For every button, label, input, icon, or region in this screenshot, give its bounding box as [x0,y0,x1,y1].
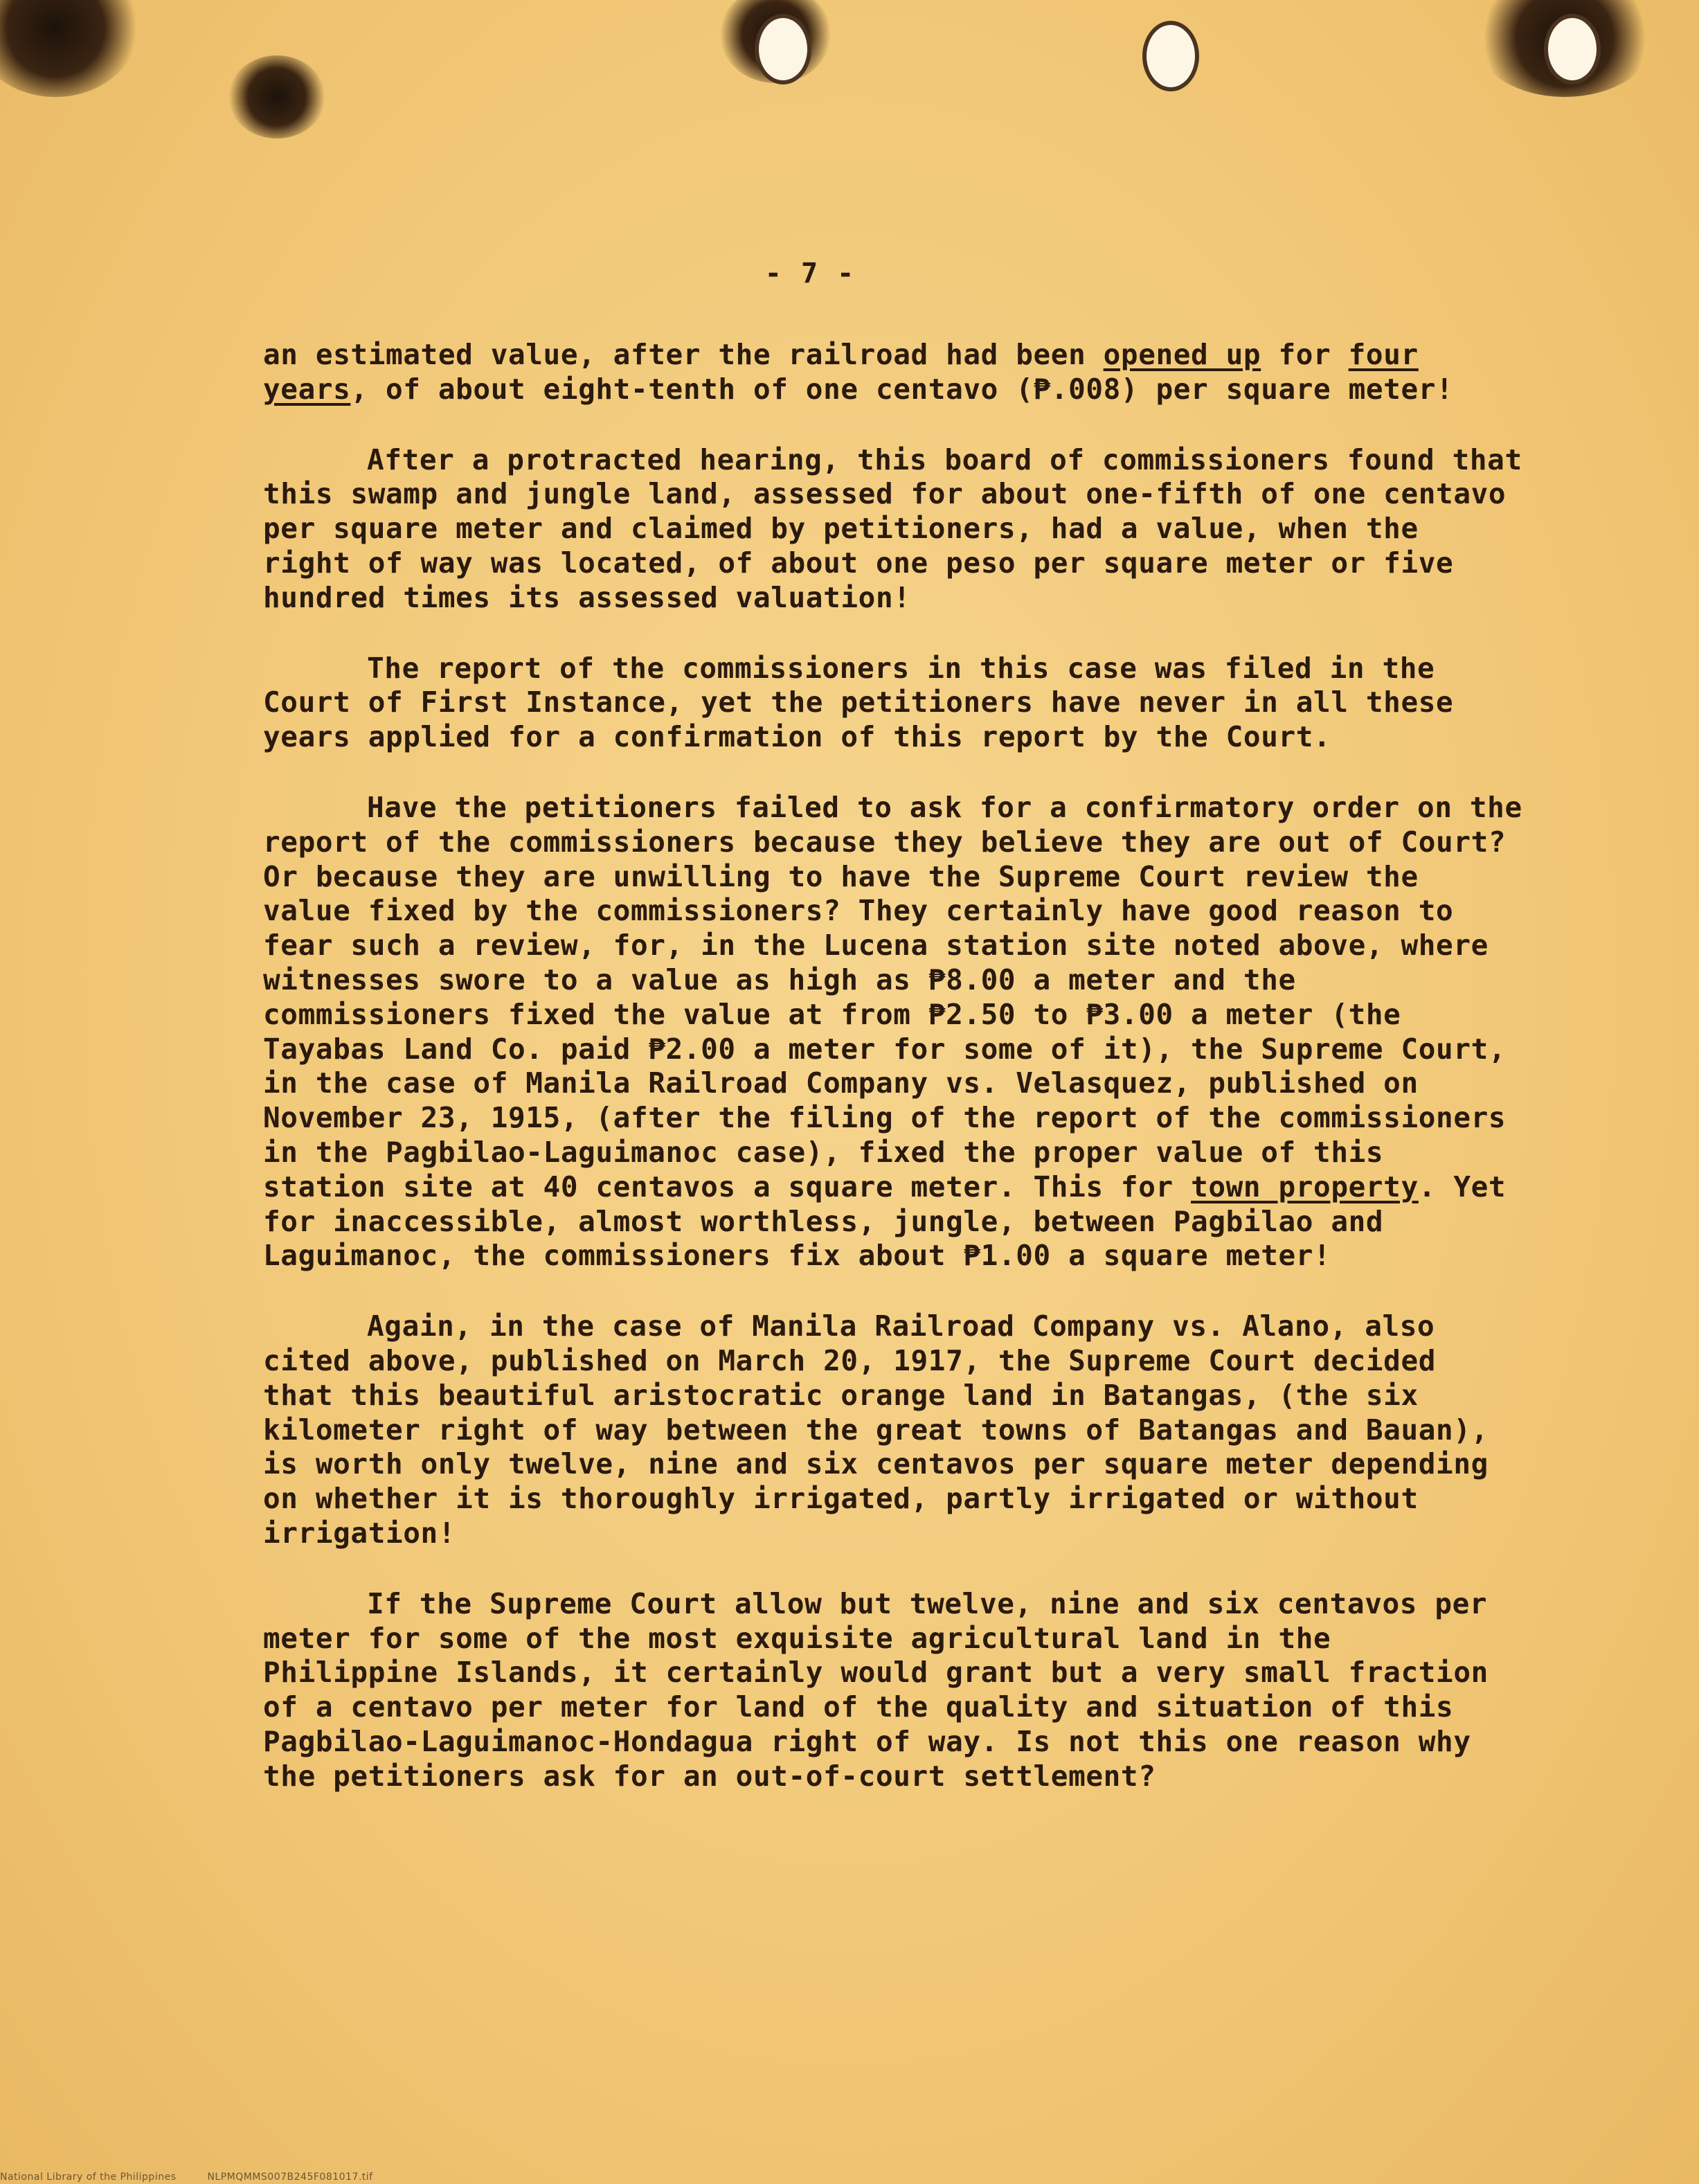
paragraph-4: Have the petitioners failed to ask for a confirmatory order on the report of the commissioners because they believe they are out of Court? Or because they are unwilling to have the Supreme Court review the value fixed by the commissioners? They certainly have good reason to fear such a review, for, in the Lucena station site noted above, where witnesses swore to a value as high as ₱8.00 a meter and the commissioners fixed the value at from ₱2.50 to ₱3.00 a meter (the Tayabas Land Co. paid ₱2.00 a meter for some of it), the Supreme Court, in the case of Manila Railroad Company vs. Velasquez, published on November 23, 1915, (after the filing of the report of the commissioners in the Pagbilao-Laguimanoc case), fixed the proper value of this station site at 40 centavos a square meter. This for town property. Yet for inaccessible, almost worthless, jungle, between Pagbilao and Laguimanoc, the commissioners fix about ₱1.00 a square meter! [263,790,1522,1273]
punch-hole-center [755,14,811,84]
paragraph-3: The report of the commissioners in this case was filed in the Court of First Instance, yet the petitioners have never in all these years applied for a confirmation of this report by the Court. [263,651,1454,754]
punch-hole-far-right [1544,14,1601,84]
underlined-phrase: opened up [1103,338,1261,371]
footer-id: NLPMQMMS007B245F081017.tif [207,2172,373,2183]
punch-hole-right [1142,21,1199,91]
ink-stain-top-left-2 [228,55,325,138]
ink-stain-top-left [0,0,138,97]
scan-footer [0,2172,373,2183]
underlined-phrase: town property [1191,1170,1419,1203]
document-body [263,338,1523,1829]
paragraph-2: After a protracted hearing, this board of commissioners found that this swamp and jungle land, assessed for about one-fifth of one centavo per square meter and claimed by petitioners, had a value, when the right of way was located, of about one peso per square meter or five hundred times its assessed valuation! [263,442,1522,614]
paragraph-1: an estimated value, after the railroad had been opened up for four years, of about eight-tenth of one centavo (₱.008) per square meter! [263,338,1454,406]
paragraph-5: Again, in the case of Manila Railroad Company vs. Alano, also cited above, published on March 20, 1917, the Supreme Court decided that this beautiful aristocratic orange land in Batangas, (the six kilometer right of way between the great towns of Batangas and Bauan), is worth only twelve, nine and six centavos per square meter depending on whether it is thoroughly irrigated, partly irrigated or without irrigation! [263,1309,1489,1550]
footer-label: National Library of the Philippines [0,2172,177,2183]
underlined-phrase: four years [263,338,1419,406]
paragraph-6: If the Supreme Court allow but twelve, nine and six centavos per meter for some of the most exquisite agricultural land in the Philippine Islands, it certainly would grant but a very small fraction of a centavo per meter for land of the quality and situation of this Pagbilao-Laguimanoc-Hondagua right of way. Is not this one reason why the petitioners ask for an out-of-court settlement? [263,1586,1489,1793]
page-number: - 7 - [764,258,856,289]
